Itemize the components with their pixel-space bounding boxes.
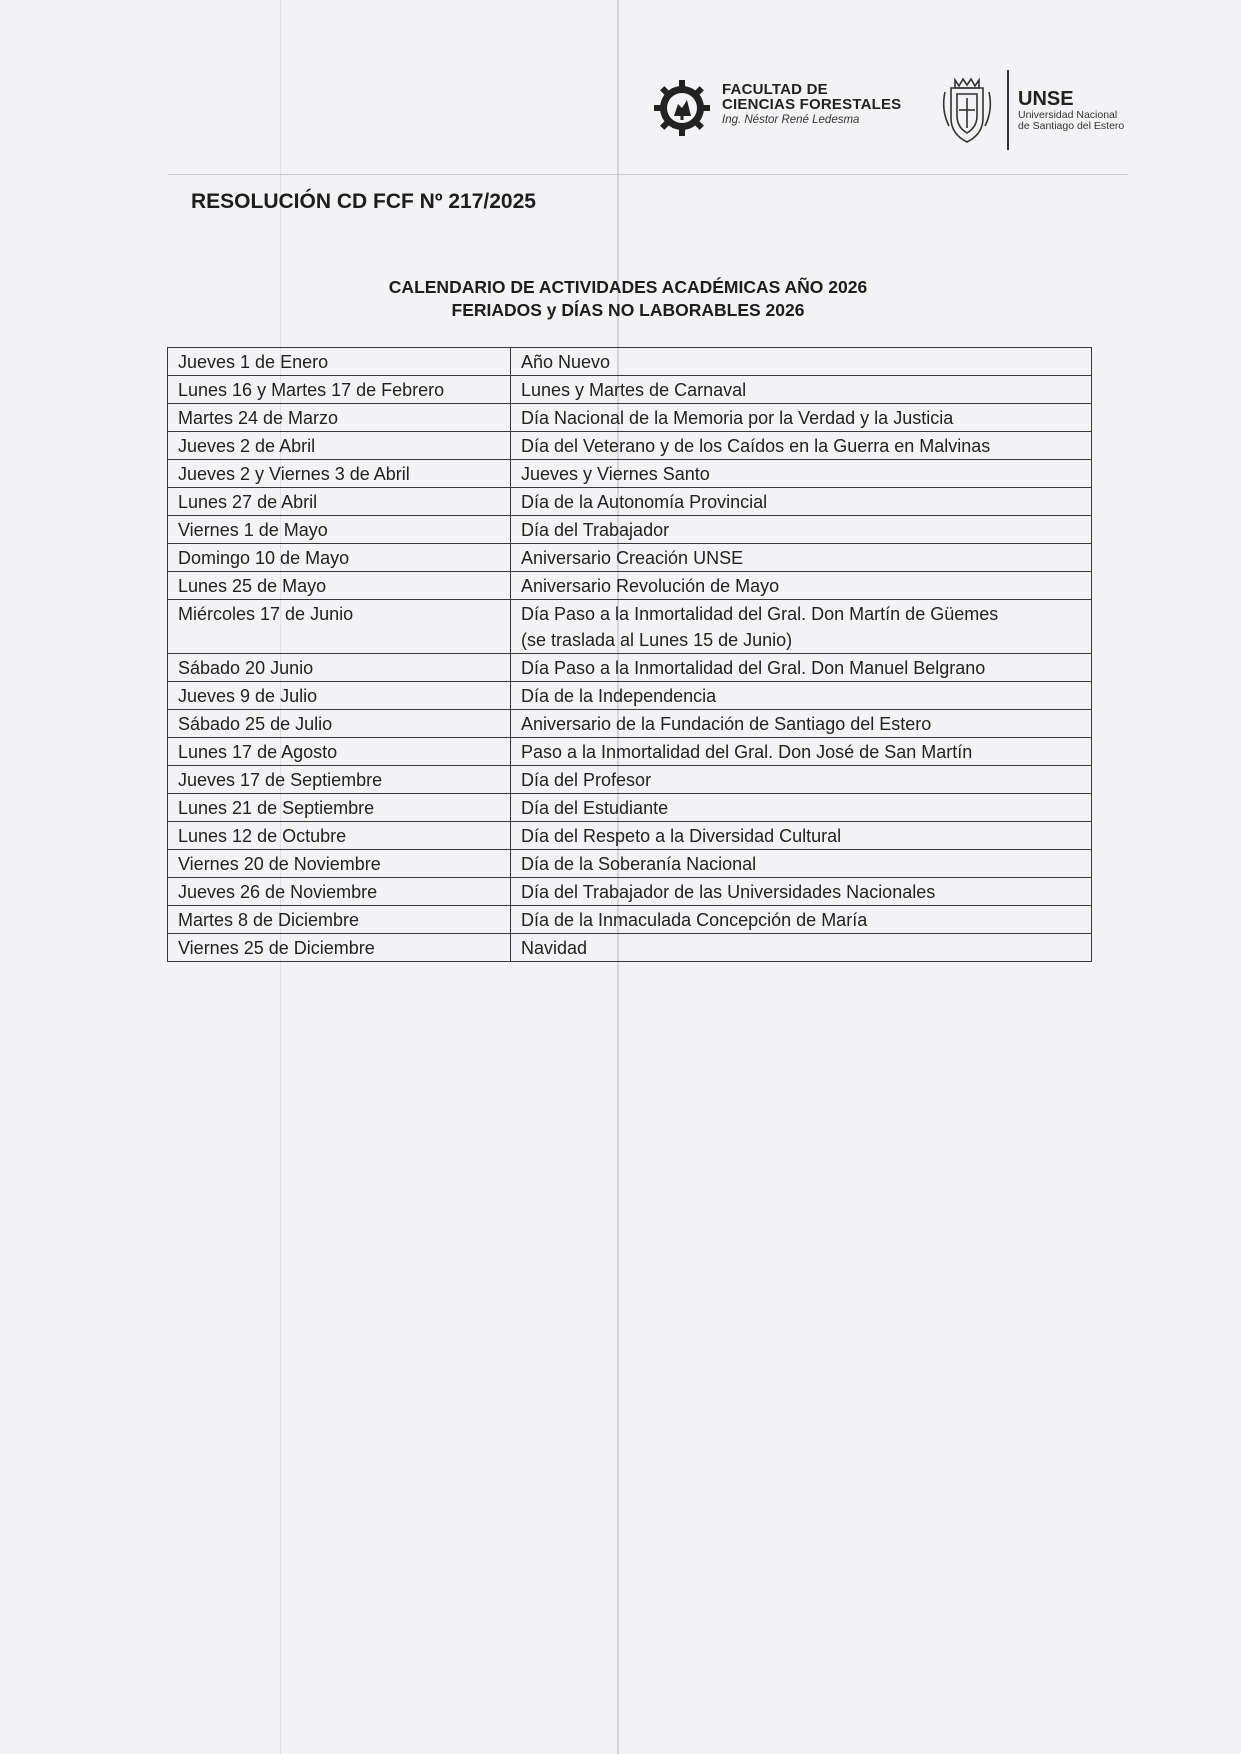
table-row: [168, 794, 1092, 822]
table-row: [168, 850, 1092, 878]
table-row: [168, 460, 1092, 488]
table-row: [168, 376, 1092, 404]
holiday-date: Jueves 17 de Septiembre: [168, 766, 511, 794]
faculty-subtitle: Ing. Néstor René Ledesma: [722, 114, 860, 126]
holiday-event: Día Paso a la Inmortalidad del Gral. Don Martín de Güemes (se traslada al Lunes 15 de Junio): [511, 600, 1092, 654]
holiday-event: Año Nuevo: [511, 348, 1092, 376]
university-crest-icon: [937, 70, 997, 150]
header-rule: [168, 174, 1128, 175]
holiday-event: Día de la Soberanía Nacional: [511, 850, 1092, 878]
holiday-event: Día Nacional de la Memoria por la Verdad y la Justicia: [511, 404, 1092, 432]
holiday-event: Día del Trabajador: [511, 516, 1092, 544]
table-row: [168, 516, 1092, 544]
holiday-date: Martes 24 de Marzo: [168, 404, 511, 432]
letterhead: [652, 68, 1132, 158]
holiday-date: Lunes 12 de Octubre: [168, 822, 511, 850]
faculty-name-line2: CIENCIAS FORESTALES: [722, 96, 902, 113]
university-name-line1: Universidad Nacional: [1018, 109, 1118, 121]
table-row: [168, 348, 1092, 376]
holiday-event: Día del Veterano y de los Caídos en la Guerra en Malvinas: [511, 432, 1092, 460]
table-row: [168, 432, 1092, 460]
holidays-table: [167, 347, 1092, 962]
table-row: [168, 710, 1092, 738]
table-row: [168, 934, 1092, 962]
university-acronym: UNSE: [1018, 88, 1074, 110]
holiday-date: Viernes 1 de Mayo: [168, 516, 511, 544]
holiday-event: Jueves y Viernes Santo: [511, 460, 1092, 488]
holiday-date: Lunes 17 de Agosto: [168, 738, 511, 766]
table-row: [168, 600, 1092, 654]
holiday-event: Día de la Inmaculada Concepción de María: [511, 906, 1092, 934]
resolution-number: RESOLUCIÓN CD FCF Nº 217/2025: [191, 190, 536, 213]
holiday-event: Día del Estudiante: [511, 794, 1092, 822]
holiday-date: Lunes 16 y Martes 17 de Febrero: [168, 376, 511, 404]
holiday-date: Lunes 25 de Mayo: [168, 572, 511, 600]
holiday-date: Sábado 20 Junio: [168, 654, 511, 682]
holiday-event: Día de la Autonomía Provincial: [511, 488, 1092, 516]
holiday-date: Domingo 10 de Mayo: [168, 544, 511, 572]
table-row: [168, 404, 1092, 432]
holiday-event: Aniversario Creación UNSE: [511, 544, 1092, 572]
holiday-event: Día Paso a la Inmortalidad del Gral. Don Manuel Belgrano: [511, 654, 1092, 682]
holiday-event: Día de la Independencia: [511, 682, 1092, 710]
holiday-event: Día del Profesor: [511, 766, 1092, 794]
calendar-title: CALENDARIO DE ACTIVIDADES ACADÉMICAS AÑO 2026: [388, 277, 868, 297]
holiday-date: Viernes 25 de Diciembre: [168, 934, 511, 962]
holiday-event: Lunes y Martes de Carnaval: [511, 376, 1092, 404]
faculty-gear-logo-icon: [652, 78, 712, 138]
holiday-event: Día del Respeto a la Diversidad Cultural: [511, 822, 1092, 850]
holiday-date: Martes 8 de Diciembre: [168, 906, 511, 934]
holiday-date: Jueves 2 y Viernes 3 de Abril: [168, 460, 511, 488]
holiday-date: Jueves 26 de Noviembre: [168, 878, 511, 906]
table-row: [168, 906, 1092, 934]
holiday-date: Jueves 2 de Abril: [168, 432, 511, 460]
holiday-date: Miércoles 17 de Junio: [168, 600, 511, 654]
table-row: [168, 822, 1092, 850]
logo-separator: [1007, 70, 1009, 150]
table-row: [168, 766, 1092, 794]
university-name-line2: de Santiago del Estero: [1018, 120, 1125, 132]
holidays-table-body: [168, 348, 1092, 962]
document-titles: [168, 276, 1088, 322]
holiday-date: Lunes 27 de Abril: [168, 488, 511, 516]
holiday-date: Lunes 21 de Septiembre: [168, 794, 511, 822]
table-row: [168, 878, 1092, 906]
table-row: [168, 682, 1092, 710]
table-row: [168, 654, 1092, 682]
holiday-date: Sábado 25 de Julio: [168, 710, 511, 738]
holiday-event: Día del Trabajador de las Universidades Nacionales: [511, 878, 1092, 906]
holiday-event: Navidad: [511, 934, 1092, 962]
holiday-event: Aniversario de la Fundación de Santiago del Estero: [511, 710, 1092, 738]
holiday-date: Jueves 1 de Enero: [168, 348, 511, 376]
holiday-event: Aniversario Revolución de Mayo: [511, 572, 1092, 600]
table-row: [168, 572, 1092, 600]
holiday-date: Jueves 9 de Julio: [168, 682, 511, 710]
holiday-event: Paso a la Inmortalidad del Gral. Don José de San Martín: [511, 738, 1092, 766]
holidays-title: FERIADOS y DÍAS NO LABORABLES 2026: [451, 300, 805, 320]
table-row: [168, 488, 1092, 516]
holiday-date: Viernes 20 de Noviembre: [168, 850, 511, 878]
faculty-name-line1: FACULTAD DE: [722, 81, 828, 98]
table-row: [168, 544, 1092, 572]
table-row: [168, 738, 1092, 766]
